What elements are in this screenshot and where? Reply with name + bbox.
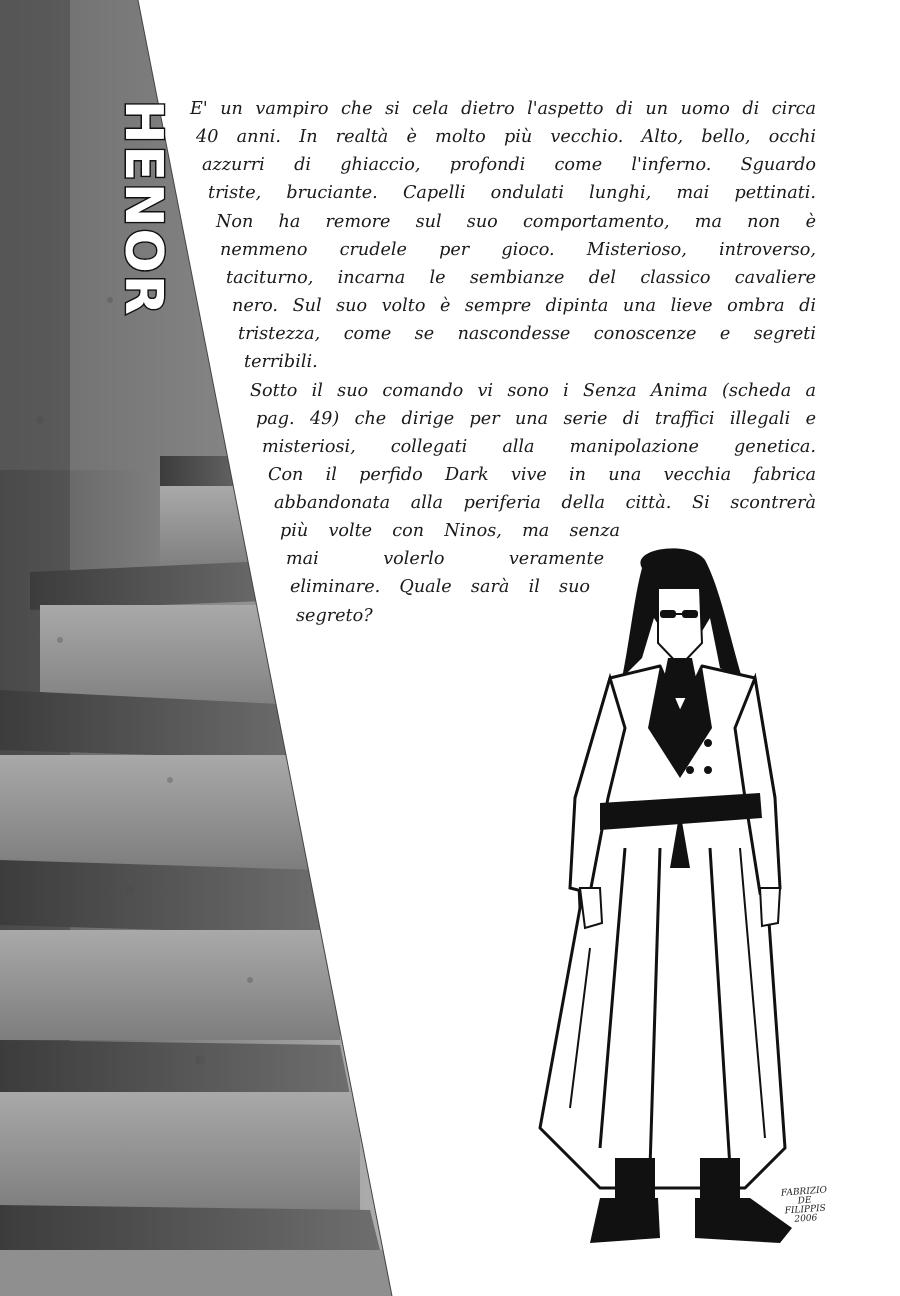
bio-line: E' un vampiro che si cela dietro l'aspetto di un uomo di circa	[190, 99, 816, 119]
bio-line: terribili.	[244, 352, 318, 372]
bio-line: abbandonata alla periferia della città. Si scontrerà	[274, 493, 816, 513]
bio-line: segreto?	[296, 606, 373, 626]
character-illustration	[530, 548, 830, 1258]
bio-line: nemmeno crudele per gioco. Misterioso, introverso,	[220, 240, 816, 260]
bio-line: Sotto il suo comando vi sono i Senza Anima (scheda a	[250, 381, 816, 401]
bio-line: pag. 49) che dirige per una serie di traffici illegali e	[256, 409, 816, 429]
bio-line: triste, bruciante. Capelli ondulati lunghi, mai pettinati.	[208, 183, 816, 203]
character-name-text: HENOR	[113, 100, 173, 317]
bio-line: tristezza, come se nascondesse conoscenze e segreti	[238, 324, 816, 344]
character-name	[18, 100, 188, 317]
signature-line: DE	[797, 1195, 812, 1207]
artist-signature	[769, 1186, 841, 1227]
bio-line: eliminare. Quale sarà il suo	[290, 577, 590, 597]
bio-line: Non ha remore sul suo comportamento, ma non è	[216, 212, 816, 232]
bio-line: più volte con Ninos, ma senza	[280, 521, 620, 541]
bio-line: azzurri di ghiaccio, profondi come l'inferno. Sguardo	[202, 155, 816, 175]
bio-line: Con il perfido Dark vive in una vecchia fabrica	[268, 465, 816, 485]
bio-line: nero. Sul suo volto è sempre dipinta una lieve ombra di	[232, 296, 816, 316]
bio-line: mai volerlo veramente	[286, 549, 604, 569]
signature-line: FABRIZIO	[780, 1185, 828, 1199]
signature-line: FILIPPIS	[784, 1203, 827, 1217]
bio-line: taciturno, incarna le sembianze del classico cavaliere	[226, 268, 816, 288]
bio-line: 40 anni. In realtà è molto più vecchio. Alto, bello, occhi	[196, 127, 816, 147]
bio-line: misteriosi, collegati alla manipolazione genetica.	[262, 437, 816, 457]
signature-year: 2006	[794, 1213, 818, 1225]
